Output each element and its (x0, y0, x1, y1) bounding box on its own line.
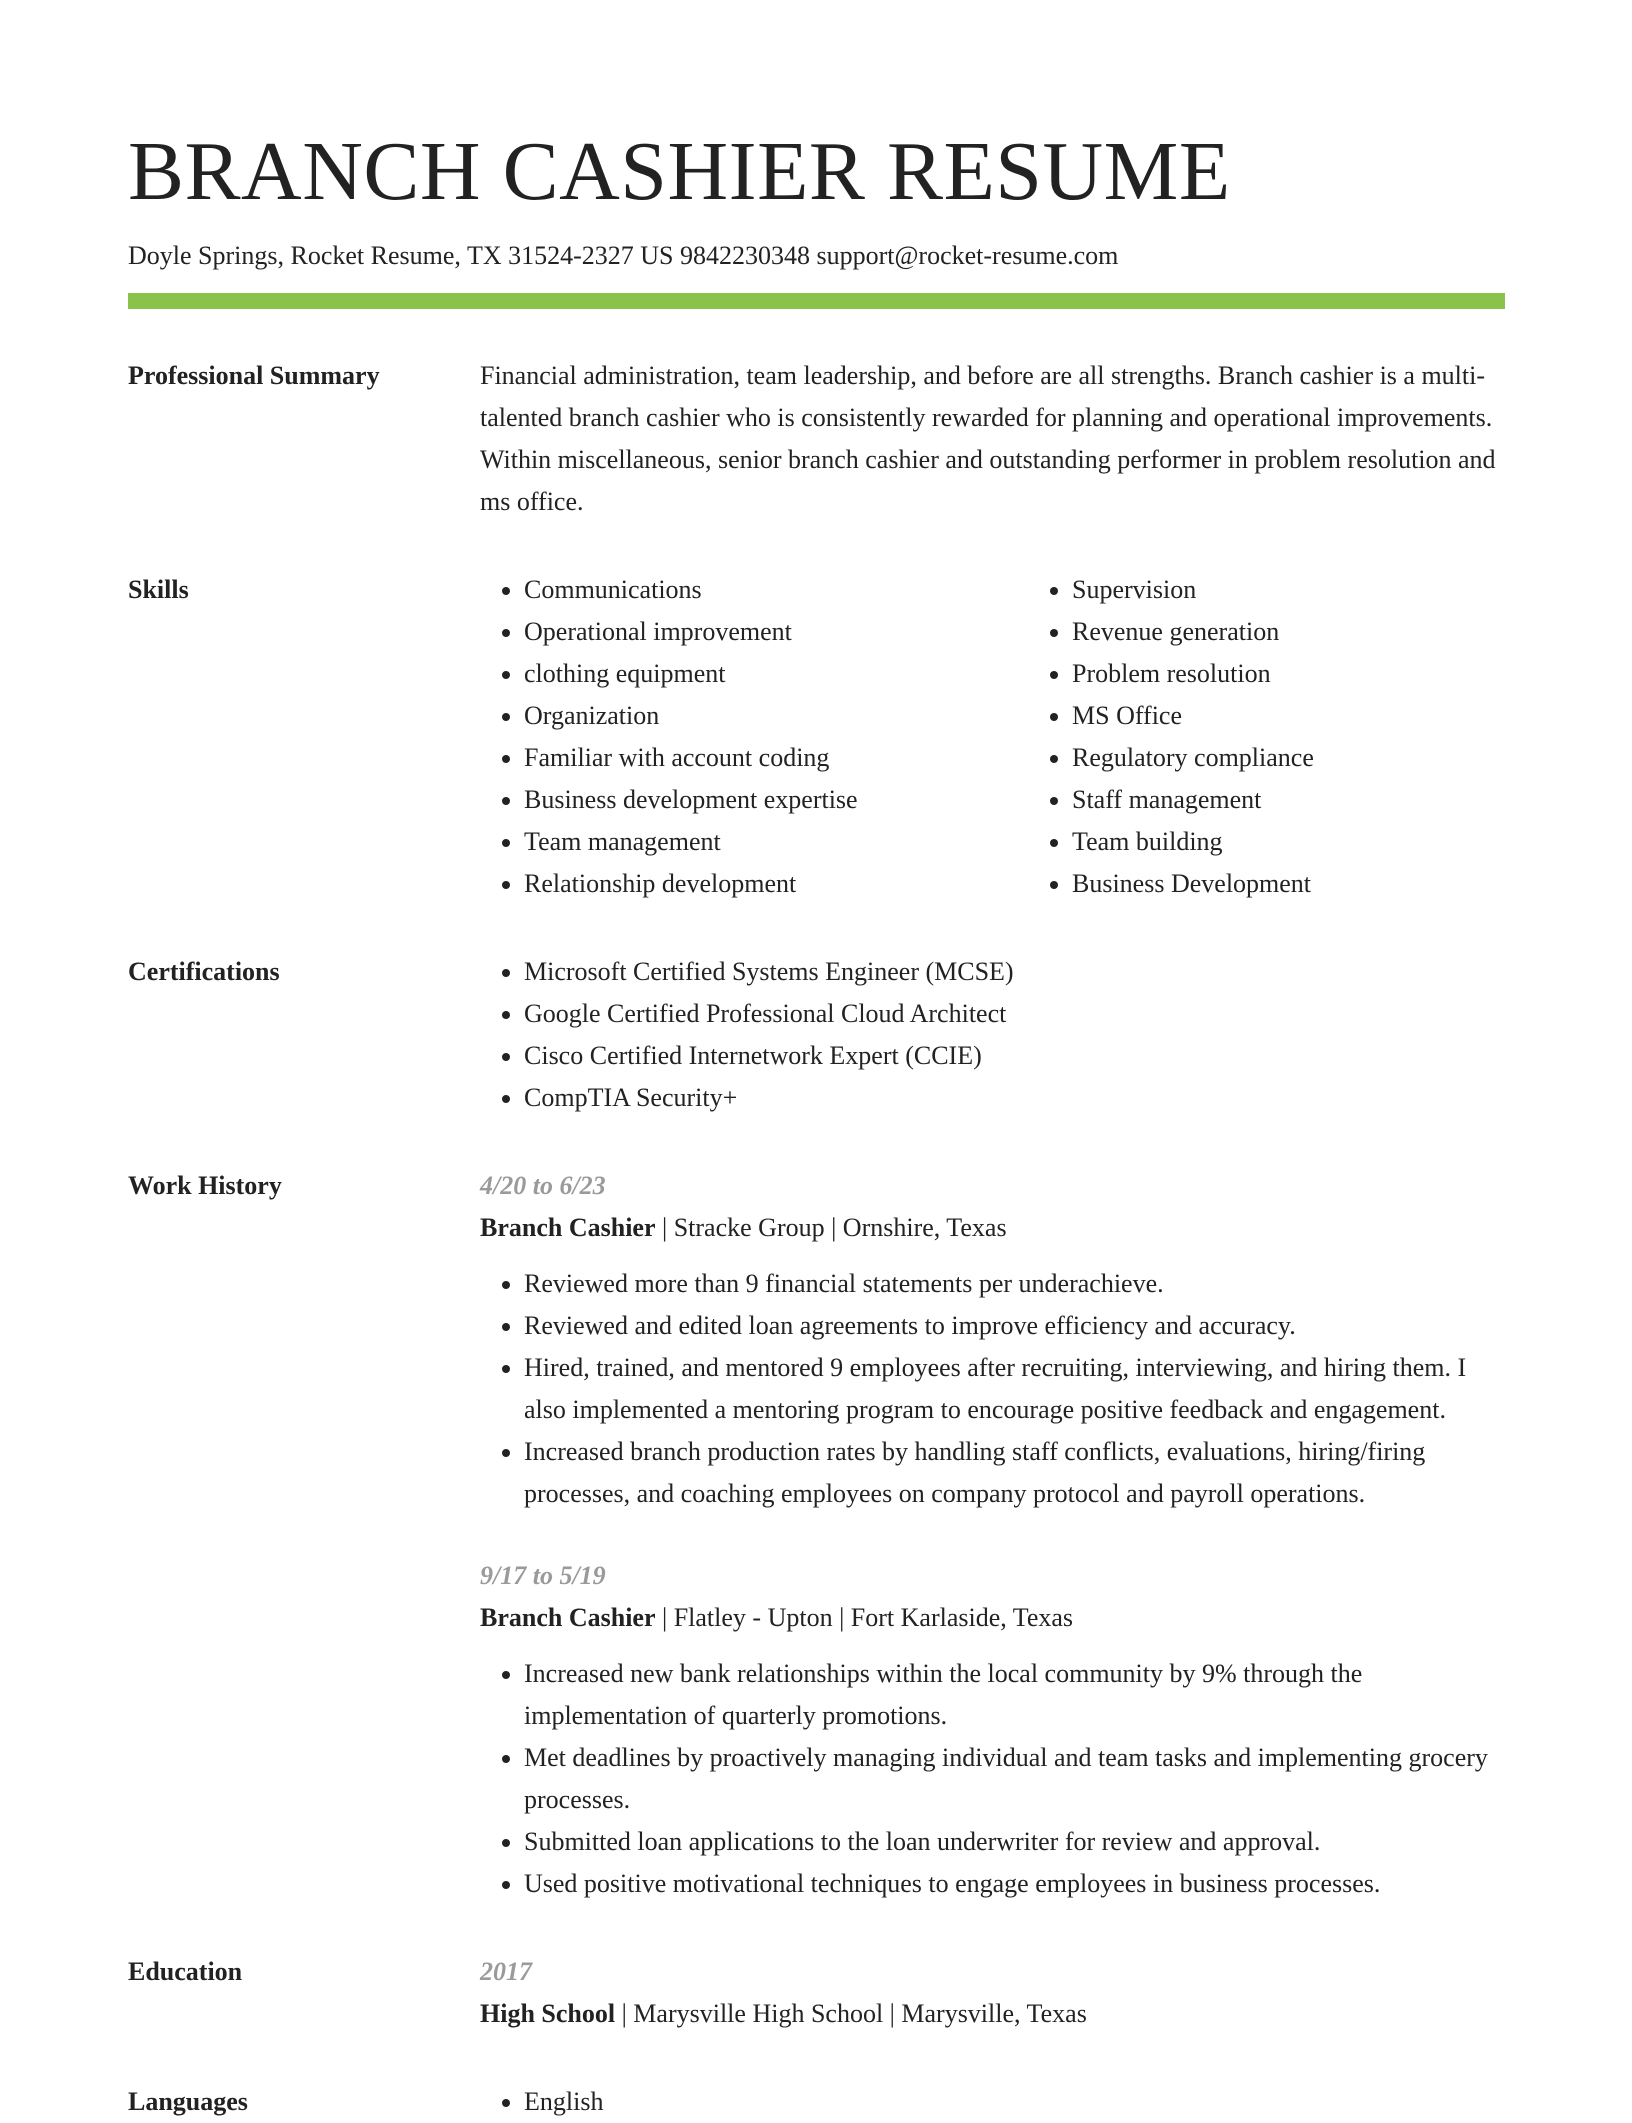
job-heading (480, 1207, 1504, 1249)
job-bullet: • Reviewed more than 9 financial statements per underachieve. (524, 1263, 1504, 1305)
skill-item: • Business development expertise (524, 779, 1028, 821)
language-item: • English (524, 2081, 1504, 2123)
education-body (480, 1951, 1504, 2035)
job-bullet: • Reviewed and edited loan agreements to improve efficiency and accuracy. (524, 1305, 1504, 1347)
page-title: BRANCH CASHIER RESUME (128, 125, 1231, 218)
certification-item: • Google Certified Professional Cloud Architect (524, 993, 1504, 1035)
job-entry (480, 1555, 1504, 1905)
section-label-education: Education (128, 1957, 243, 1987)
job-bullet: • Increased new bank relationships within the local community by 9% through the implementation of quarterly promotions. (524, 1653, 1504, 1737)
work-history-body (480, 1165, 1504, 1905)
skill-item: • Team management (524, 821, 1028, 863)
job-bullet: • Met deadlines by proactively managing individual and team tasks and implementing grocery processes. (524, 1737, 1504, 1821)
accent-divider (128, 293, 1505, 309)
skill-item: • Organization (524, 695, 1028, 737)
summary-text: Financial administration, team leadership, and before are all strengths. Branch cashier is a multi-talented branch cashier who is consistently rewarded for planning and operational improvements. Within miscellaneous, senior branch cashier and outstanding performer in problem resolution and ms office. (480, 361, 1496, 517)
job-entry (480, 1165, 1504, 1515)
skill-item: • Team building (1072, 821, 1576, 863)
job-title: Branch Cashier (480, 1213, 656, 1243)
job-heading (480, 1597, 1504, 1639)
section-label-languages: Languages (128, 2087, 248, 2117)
job-bullet: • Submitted loan applications to the loan underwriter for review and approval. (524, 1821, 1504, 1863)
contact-info: Doyle Springs, Rocket Resume, TX 31524-2327 US 9842230348 support@rocket-resume.com (128, 241, 1119, 270)
certifications-list (480, 951, 1504, 1119)
summary-section (128, 355, 1504, 523)
job-bullet: • Increased branch production rates by handling staff conflicts, evaluations, hiring/firing processes, and coaching employees on company protocol and payroll operations. (524, 1431, 1504, 1515)
skills-list-right (1028, 569, 1576, 905)
job-dates: 9/17 to 5/19 (480, 1561, 606, 1591)
skill-item: • MS Office (1072, 695, 1576, 737)
certification-item: • Cisco Certified Internetwork Expert (CCIE) (524, 1035, 1504, 1077)
education-heading (480, 1993, 1504, 2035)
skills-columns (480, 569, 1576, 905)
certification-item: • Microsoft Certified Systems Engineer (MCSE) (524, 951, 1504, 993)
section-label-work-history: Work History (128, 1171, 282, 1201)
certification-item: • CompTIA Security+ (524, 1077, 1504, 1119)
work-history-section (128, 1165, 1504, 1905)
job-bullet: • Hired, trained, and mentored 9 employees after recruiting, interviewing, and hiring them. I also implemented a mentoring program to encourage positive feedback and engagement. (524, 1347, 1504, 1431)
skill-item: • Regulatory compliance (1072, 737, 1576, 779)
skills-section (128, 569, 1504, 905)
education-degree: High School (480, 1999, 616, 2029)
section-label-summary: Professional Summary (128, 361, 380, 391)
skill-item: • Staff management (1072, 779, 1576, 821)
skill-item: • Revenue generation (1072, 611, 1576, 653)
certifications-body (480, 951, 1504, 1119)
skill-item: • Communications (524, 569, 1028, 611)
job-bullet: • Used positive motivational techniques to engage employees in business processes. (524, 1863, 1504, 1905)
job-title: Branch Cashier (480, 1603, 656, 1633)
education-section (128, 1951, 1504, 2035)
section-label-certifications: Certifications (128, 957, 280, 987)
skill-item: • Business Development (1072, 863, 1576, 905)
skill-item: • Problem resolution (1072, 653, 1576, 695)
skill-item: • Familiar with account coding (524, 737, 1028, 779)
skills-list-left (480, 569, 1028, 905)
section-label-skills: Skills (128, 575, 189, 605)
languages-body (480, 2081, 1504, 2123)
skill-item: • Operational improvement (524, 611, 1028, 653)
job-details: | Stracke Group | Ornshire, Texas (655, 1213, 1007, 1243)
job-bullets (480, 1653, 1504, 1905)
skill-item: • Relationship development (524, 863, 1028, 905)
certifications-section (128, 951, 1504, 1119)
education-dates: 2017 (480, 1957, 532, 1987)
job-dates: 4/20 to 6/23 (480, 1171, 606, 1201)
languages-section (128, 2081, 1504, 2123)
job-details: | Flatley - Upton | Fort Karlaside, Texas (655, 1603, 1074, 1633)
skill-item: • clothing equipment (524, 653, 1028, 695)
education-details: | Marysville High School | Marysville, Texas (615, 1999, 1087, 2029)
languages-list (480, 2081, 1504, 2123)
skill-item: • Supervision (1072, 569, 1576, 611)
job-bullets (480, 1263, 1504, 1515)
